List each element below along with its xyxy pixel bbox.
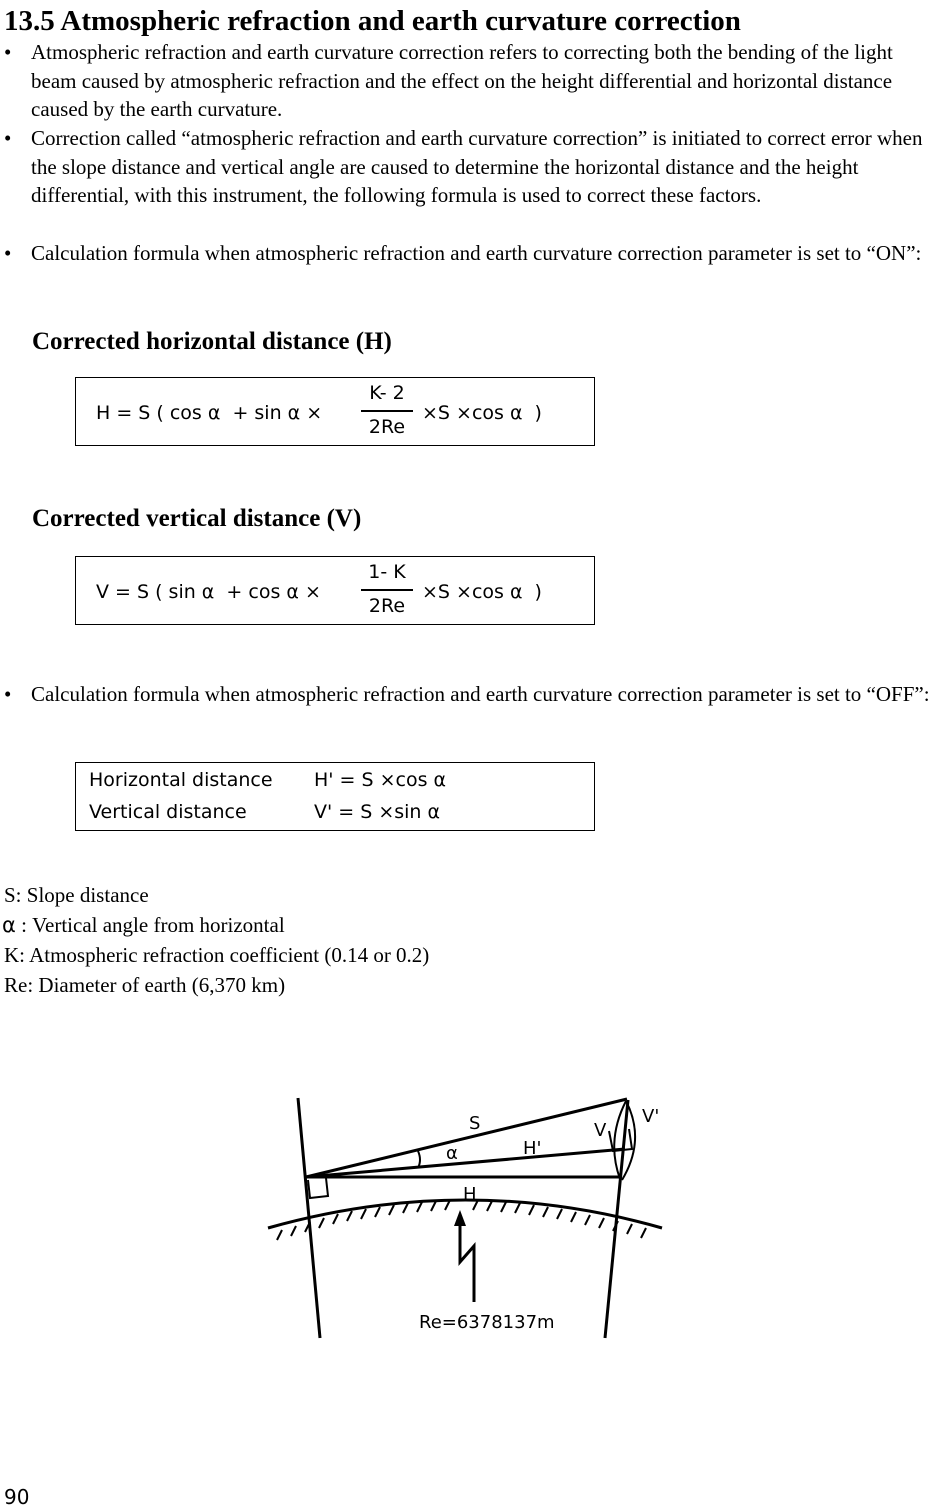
legend-re: Re: Diameter of earth (6,370 km) — [4, 973, 286, 997]
right-angle-mark-left — [308, 1178, 328, 1198]
bullet-dot: • — [4, 241, 12, 265]
bullet-dot: • — [4, 126, 12, 150]
formula-off-v-eq: V' = S ×sin α — [314, 801, 441, 823]
heading-horizontal: Corrected horizontal distance (H) — [32, 328, 392, 355]
bullet-text: Calculation formula when atmospheric refraction and earth curvature correction parameter is set to “ON”: — [31, 241, 922, 265]
formula-off-h-label: Horizontal distance — [89, 769, 273, 791]
bullet-text: Atmospheric refraction and earth curvature correction refers to correcting both the bending of the light beam caused by atmospheric refraction and the effect on the height differential and horizontal distance caused by the earth curvature. — [31, 40, 893, 122]
formula-h-denominator: 2Re — [368, 416, 406, 438]
earth-radius-arrow — [460, 1222, 474, 1302]
horizontal-line-h-prime — [306, 1149, 625, 1177]
label-h: H — [463, 1184, 477, 1205]
slope-line-s — [306, 1099, 627, 1177]
section-title: 13.5 Atmospheric refraction and earth curvature correction — [4, 5, 741, 37]
formula-v-right: ×S ×cos α ) — [422, 581, 542, 603]
label-v: V — [594, 1120, 607, 1141]
formula-h-left: H = S ( cos α + sin α × — [96, 402, 323, 424]
bullet-text: Correction called “atmospheric refraction and earth curvature correction” is initiated to correct error when the slope distance and vertical angle are caused to determine the horizontal distance and the height differential, with this instrument, the following formula is used to correct these factors. — [31, 126, 923, 208]
formula-off-v-label: Vertical distance — [89, 801, 247, 823]
arrowhead — [454, 1210, 466, 1226]
legend-k: K: Atmospheric refraction coefficient (0.14 or 0.2) — [4, 943, 430, 967]
formula-v-denominator: 2Re — [368, 595, 406, 617]
label-h-prime: H' — [523, 1138, 542, 1159]
label-alpha: α — [446, 1143, 458, 1164]
formula-v-left: V = S ( sin α + cos α × — [96, 581, 321, 603]
bullet-dot: • — [4, 682, 12, 706]
heading-vertical: Corrected vertical distance (V) — [32, 505, 362, 532]
label-earth-radius: Re=6378137m — [419, 1312, 555, 1333]
alpha-arc — [418, 1151, 420, 1168]
label-s: S — [469, 1113, 481, 1134]
formula-h-right: ×S ×cos α ) — [422, 402, 542, 424]
formula-off-h-eq: H' = S ×cos α — [314, 769, 447, 791]
bullet-dot: • — [4, 40, 12, 64]
bullet-text: Calculation formula when atmospheric refraction and earth curvature correction parameter is set to “OFF”: — [31, 682, 930, 706]
legend-slope: S: Slope distance — [4, 883, 149, 907]
label-v-prime: V' — [642, 1106, 660, 1127]
formula-h-numerator: K- 2 — [369, 382, 405, 404]
page-number: 90 — [4, 1485, 30, 1509]
right-angle-mark-right — [609, 1129, 632, 1151]
formula-v-numerator: 1- K — [368, 561, 406, 583]
legend-alpha-text: : Vertical angle from horizontal — [15, 913, 285, 937]
alpha-symbol: α — [2, 913, 16, 937]
